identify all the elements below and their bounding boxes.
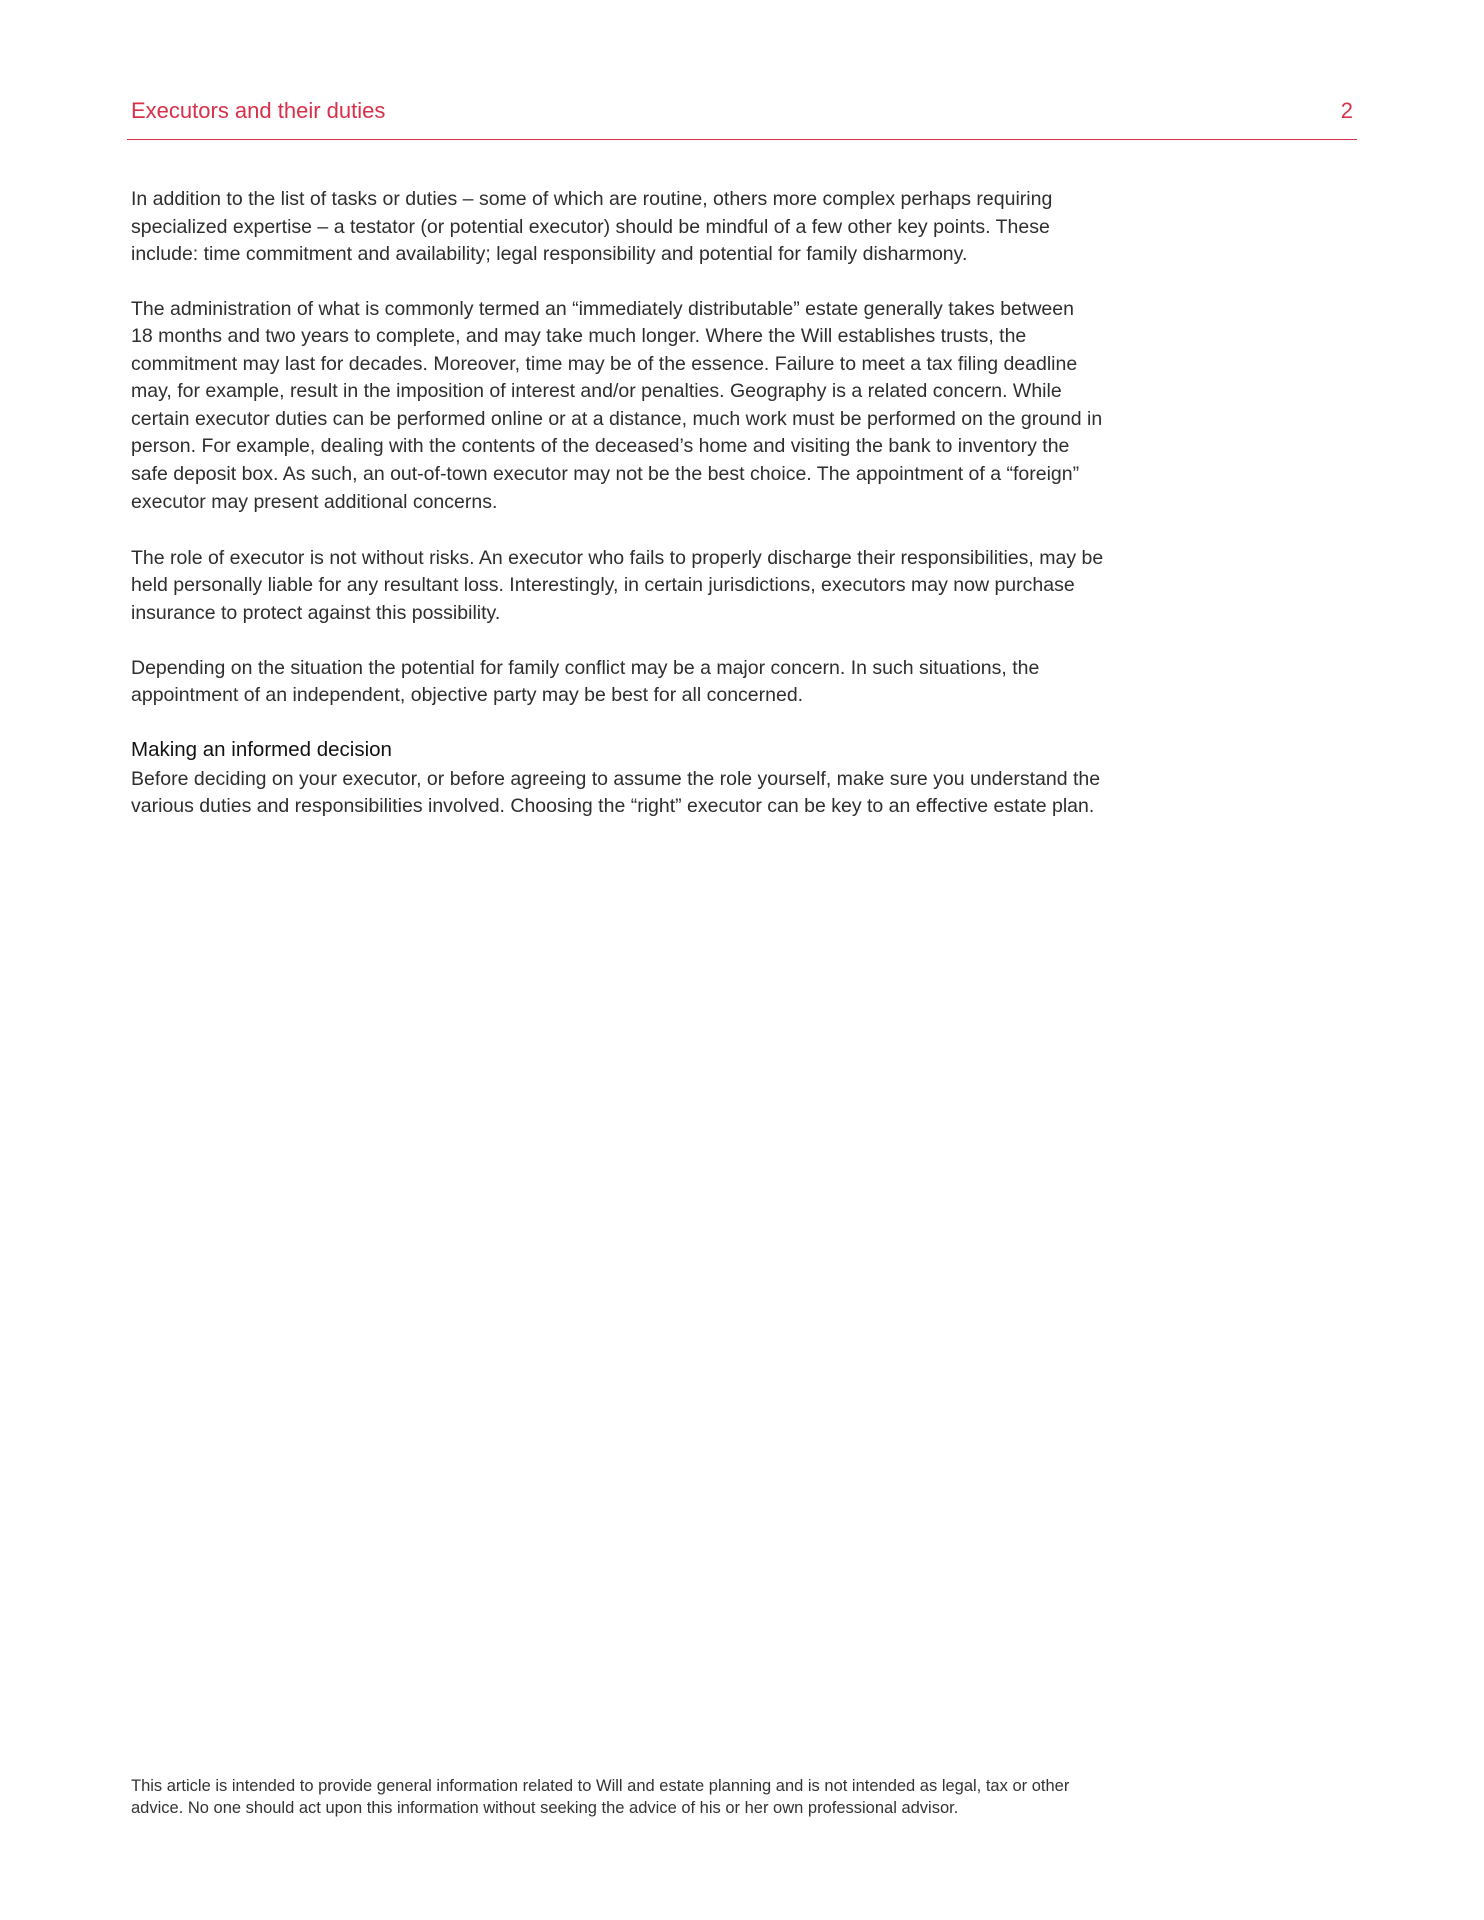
text-line: include: time commitment and availability; legal responsibility and potential for family disharmony. [131,243,968,265]
text-line: may, for example, result in the imposition of interest and/or penalties. Geography is a related concern. While [131,380,1062,402]
text-line: 18 months and two years to complete, and may take much longer. Where the Will establishes trusts, the [131,325,1027,347]
header-title: Executors and their duties [131,98,386,123]
text-line: In addition to the list of tasks or duties – some of which are routine, others more complex perhaps requiring [131,188,1053,210]
text-line: safe deposit box. As such, an out-of-town executor may not be the best choice. The appointment of a “foreign” [131,463,1080,485]
header-divider [127,139,1357,140]
text-line: commitment may last for decades. Moreover, time may be of the essence. Failure to meet a tax filing deadline [131,353,1078,375]
text-line: various duties and responsibilities involved. Choosing the “right” executor can be key to an effective estate plan. [131,795,1095,817]
text-line: specialized expertise – a testator (or potential executor) should be mindful of a few other key points. These [131,216,1050,238]
text-line: Depending on the situation the potential for family conflict may be a major concern. In such situations, the [131,657,1040,679]
text-line: The role of executor is not without risks. An executor who fails to properly discharge their responsibilities, may be [131,547,1104,569]
section-heading: Making an informed decision [131,738,392,761]
footer-line: This article is intended to provide general information related to Will and estate planning and is not intended as legal, tax or other [131,1777,1070,1795]
text-line: The administration of what is commonly termed an “immediately distributable” estate generally takes between [131,298,1074,320]
text-line: insurance to protect against this possibility. [131,602,501,624]
text-line: appointment of an independent, objective party may be best for all concerned. [131,684,804,706]
text-line: person. For example, dealing with the contents of the deceased’s home and visiting the bank to inventory the [131,435,1070,457]
text-line: executor may present additional concerns. [131,491,498,513]
text-line: certain executor duties can be performed online or at a distance, much work must be performed on the ground in [131,408,1103,430]
text-line: Before deciding on your executor, or before agreeing to assume the role yourself, make sure you understand the [131,768,1101,790]
page-number: 2 [1340,98,1353,123]
text-line: held personally liable for any resultant loss. Interestingly, in certain jurisdictions, executors may now purchase [131,574,1075,596]
footer-line: advice. No one should act upon this information without seeking the advice of his or her own professional advisor. [131,1799,959,1817]
